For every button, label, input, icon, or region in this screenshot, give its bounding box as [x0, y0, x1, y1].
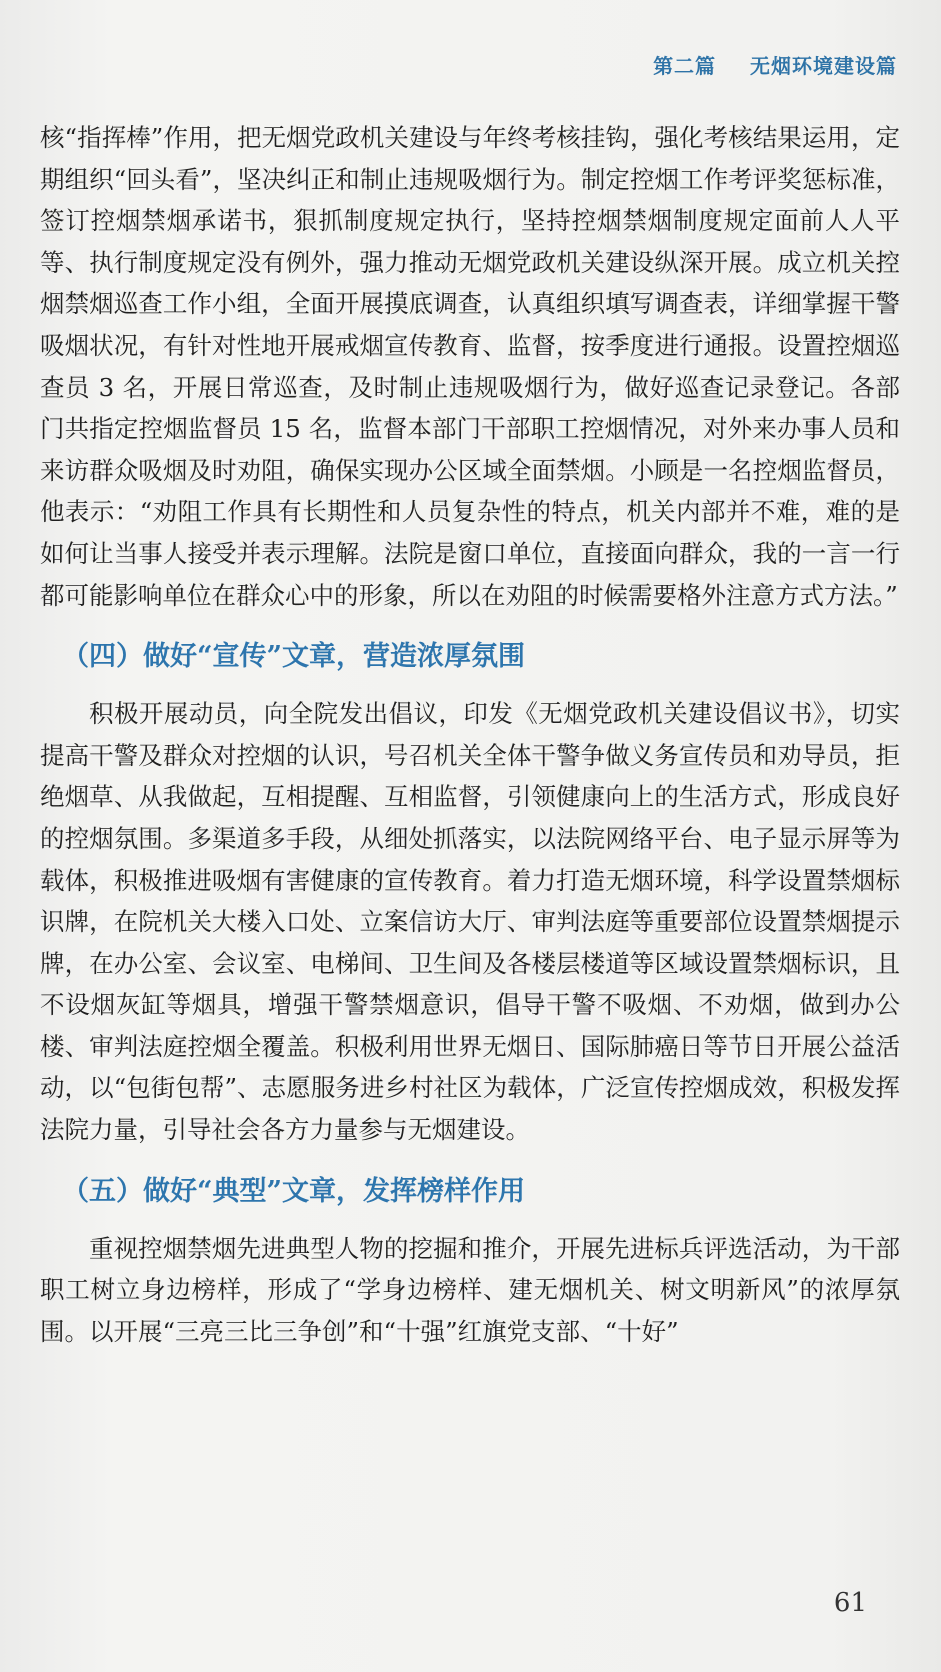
- section-5-title: （五）做好“典型”文章，发挥榜样作用: [62, 1175, 526, 1207]
- running-header: [653, 50, 897, 79]
- header-part: 第二篇: [653, 54, 717, 78]
- paragraph-1: 核“指挥棒”作用，把无烟党政机关建设与年终考核挂钩，强化考核结果运用，定期组织“回头看”，坚决纠正和制止违规吸烟行为。制定控烟工作考评奖惩标准，签订控烟禁烟承诺书，狠抓制度规定执行，坚持控烟禁烟制度规定面前人人平等、执行制度规定没有例外，强力推动无烟党政机关建设纵深开展。成立机关控烟禁烟巡查工作小组，全面开展摸底调查，认真组织填写调查表，详细掌握干警吸烟状况，有针对性地开展戒烟宣传教育、监督，按季度进行通报。设置控烟巡查员 3 名，开展日常巡查，及时制止违规吸烟行为，做好巡查记录登记。各部门共指定控烟监督员 15 名，监督本部门干部职工控烟情况，对外来办事人员和来访群众吸烟及时劝阻，确保实现办公区域全面禁烟。小顾是一名控烟监督员，他表示：“劝阻工作具有长期性和人员复杂性的特点，机关内部并不难，难的是如何让当事人接受并表示理解。法院是窗口单位，直接面向群众，我的一言一行都可能影响单位在群众心中的形象，所以在劝阻的时候需要格外注意方式方法。”: [40, 123, 900, 610]
- section-4-title: （四）做好“宣传”文章，营造浓厚氛围: [62, 641, 526, 673]
- header-title: 无烟环境建设篇: [750, 54, 897, 78]
- paragraph-3: 重视控烟禁烟先进典型人物的挖掘和推介，开展先进标兵评选活动，为干部职工树立身边榜样，形成了“学身边榜样、建无烟机关、树文明新风”的浓厚氛围。以开展“三亮三比三争创”和“十强”红旗党支部、“十好”: [40, 1233, 900, 1346]
- paragraph-2: 积极开展动员，向全院发出倡议，印发《无烟党政机关建设倡议书》，切实提高干警及群众对控烟的认识，号召机关全体干警争做义务宣传员和劝导员，拒绝烟草、从我做起，互相提醒、互相监督，引领健康向上的生活方式，形成良好的控烟氛围。多渠道多手段，从细处抓落实，以法院网络平台、电子显示屏等为载体，积极推进吸烟有害健康的宣传教育。着力打造无烟环境，科学设置禁烟标识牌，在院机关大楼入口处、立案信访大厅、审判法庭等重要部位设置禁烟提示牌，在办公室、会议室、电梯间、卫生间及各楼层楼道等区域设置禁烟标识，且不设烟灰缸等烟具，增强干警禁烟意识，倡导干警不吸烟、不劝烟，做到办公楼、审判法庭控烟全覆盖。积极利用世界无烟日、国际肺癌日等节日开展公益活动，以“包街包帮”、志愿服务进乡村社区为载体，广泛宣传控烟成效，积极发挥法院力量，引导社会各方力量参与无烟建设。: [40, 699, 900, 1145]
- page-content: [40, 117, 900, 1352]
- page-number: 61: [833, 1588, 867, 1618]
